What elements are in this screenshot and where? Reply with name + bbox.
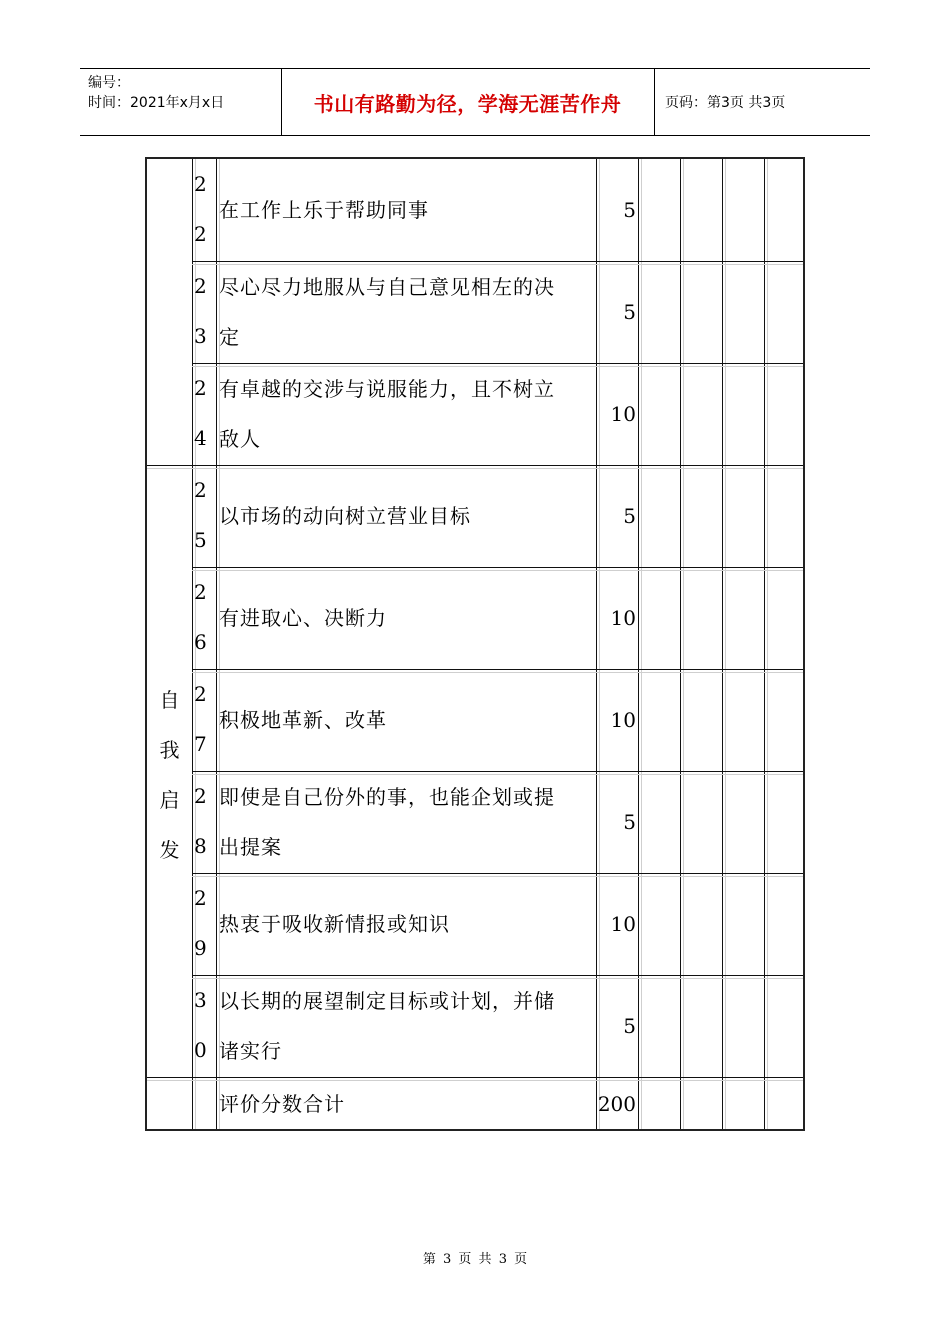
item-score: 5 [623,504,636,528]
category-char: 自 [159,688,180,712]
category-label [147,675,192,875]
item-description-line: 以市场的动向树立营业目标 [219,504,471,528]
item-description [216,261,596,363]
table-column-line [638,159,639,1129]
page-header [80,68,870,136]
item-number [192,771,212,873]
item-description [216,567,596,669]
item-description-line: 有进取心、决断力 [219,606,387,630]
item-number-digit: 2 [194,784,207,808]
item-number-digit: 7 [194,732,207,756]
item-number [192,261,212,363]
item-number [192,363,212,465]
item-number-digit: 8 [194,834,207,858]
item-description-line: 热衷于吸收新情报或知识 [219,912,450,936]
evaluation-table [145,157,805,1131]
item-description-line: 有卓越的交涉与说服能力，且不树立 [219,377,555,401]
item-number-digit: 2 [194,886,207,910]
total-score: 200 [597,1092,636,1116]
item-number-digit: 3 [194,324,207,348]
item-description [216,669,596,771]
item-number [192,975,212,1077]
item-number-digit: 2 [194,478,207,502]
header-page-info: 页码：第3页 共3页 [665,95,786,111]
header-motto: 书山有路勤为径，学海无涯苦作舟 [313,91,622,116]
item-number-digit: 2 [194,222,207,246]
item-score: 5 [623,1014,636,1038]
item-number-digit: 2 [194,580,207,604]
table-column-line [722,159,723,1129]
item-number [192,159,212,261]
item-description-line: 以长期的展望制定目标或计划，并储 [219,989,555,1013]
item-number-digit: 2 [194,172,207,196]
item-number-digit: 5 [194,528,207,552]
item-score: 10 [610,708,636,732]
item-number [192,465,212,567]
item-number-digit: 0 [194,1038,207,1062]
item-number [192,873,212,975]
item-description [216,159,596,261]
item-description-line: 敌人 [219,427,261,451]
table-column-line [764,159,765,1129]
item-number [192,669,212,771]
item-score: 10 [610,402,636,426]
item-description [216,873,596,975]
item-number-digit: 9 [194,936,207,960]
page-footer: 第 3 页 共 3 页 [422,1252,528,1267]
item-number-digit: 3 [194,988,207,1012]
item-score: 10 [610,912,636,936]
document-date: 时间：2021年x月x日 [88,95,225,111]
item-description [216,771,596,873]
item-number-digit: 6 [194,630,207,654]
item-description-line: 即使是自己份外的事，也能企划或提 [219,785,555,809]
category-char: 发 [159,838,180,862]
item-description-line: 积极地革新、改革 [219,708,387,732]
item-description [216,363,596,465]
item-description-line: 在工作上乐于帮助同事 [219,198,429,222]
item-description-line: 尽心尽力地服从与自己意见相左的决 [219,275,555,299]
document-number-label: 编号： [88,75,130,91]
category-char: 启 [159,788,180,812]
item-description [216,465,596,567]
item-score: 10 [610,606,636,630]
header-divider [654,69,655,135]
table-column-line [680,159,681,1129]
item-description-line: 定 [219,325,240,349]
item-description-line: 诸实行 [219,1039,282,1063]
item-number-digit: 4 [194,426,207,450]
item-score: 5 [623,810,636,834]
item-number [192,567,212,669]
item-score: 5 [623,300,636,324]
item-description-line: 出提案 [219,835,282,859]
category-char: 我 [159,738,180,762]
item-number-digit: 2 [194,274,207,298]
item-number-digit: 2 [194,376,207,400]
item-number-digit: 2 [194,682,207,706]
header-meta [88,73,224,113]
item-score: 5 [623,198,636,222]
item-description [216,975,596,1077]
total-label: 评价分数合计 [219,1092,345,1116]
